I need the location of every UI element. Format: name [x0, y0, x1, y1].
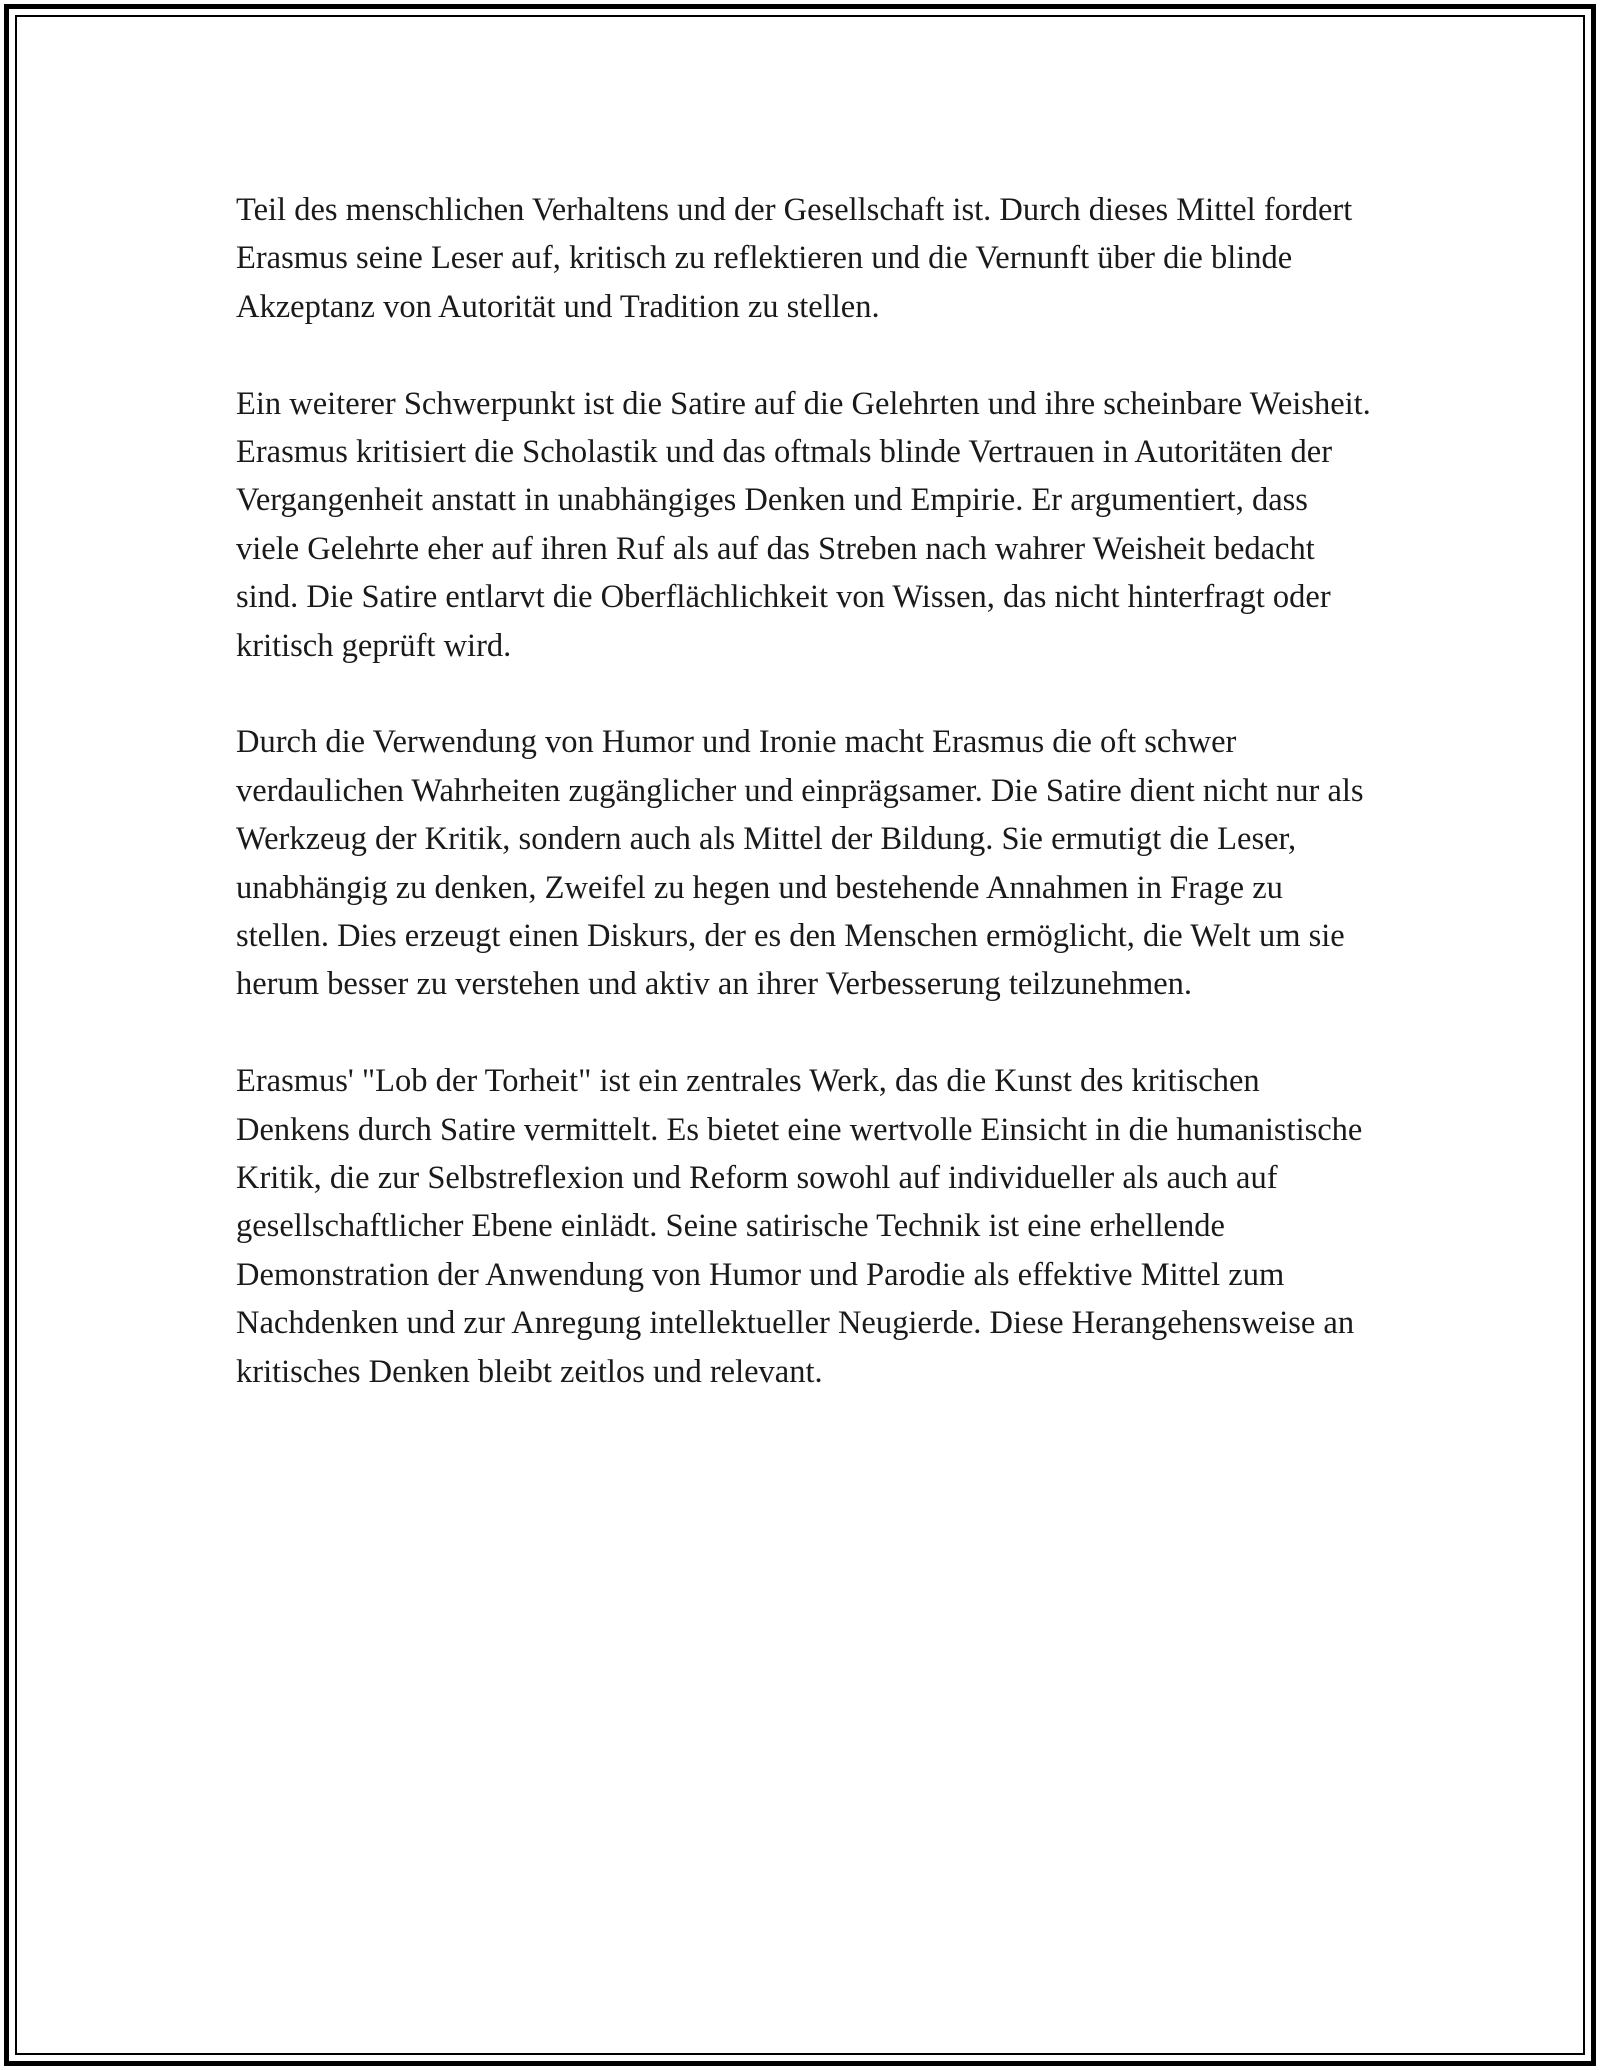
document-body: [236, 186, 1376, 1396]
paragraph: Durch die Verwendung von Humor und Ironie macht Erasmus die oft schwer verdaulichen Wahrheiten zugänglicher und einprägsamer. Die Satire dient nicht nur als Werkzeug der Kritik, sondern auch als Mittel der Bildung. Sie ermutigt die Leser, unabhängig zu denken, Zweifel zu hegen und bestehende Annahmen in Frage zu stellen. Dies erzeugt einen Diskurs, der es den Menschen ermöglicht, die Welt um sie herum besser zu verstehen und aktiv an ihrer Verbesserung teilzunehmen.: [236, 724, 1364, 1003]
paragraph: Ein weiterer Schwerpunkt ist die Satire auf die Gelehrten und ihre scheinbare Weisheit. Erasmus kritisiert die Scholastik und das oftmals blinde Vertrauen in Autoritäten der Vergangenheit anstatt in unabhängiges Denken und Empirie. Er argumentiert, dass viele Gelehrte eher auf ihren Ruf als auf das Streben nach wahrer Weisheit bedacht sind. Die Satire entlarvt die Oberflächlichkeit von Wissen, das nicht hinterfragt oder kritisch geprüft wird.: [236, 385, 1371, 664]
paragraph: Erasmus' "Lob der Torheit" ist ein zentrales Werk, das die Kunst des kritischen Denkens durch Satire vermittelt. Es bietet eine wertvolle Einsicht in die humanistische Kritik, die zur Selbstreflexion und Reform sowohl auf individueller als auch auf gesellschaftlicher Ebene einlädt. Seine satirische Technik ist eine erhellende Demonstration der Anwendung von Humor und Parodie als effektive Mittel zum Nachdenken und zur Anregung intellektueller Neugierde. Diese Herangehensweise an kritisches Denken bleibt zeitlos und relevant.: [236, 1063, 1363, 1390]
paragraph: Teil des menschlichen Verhaltens und der Gesellschaft ist. Durch dieses Mittel fordert Erasmus seine Leser auf, kritisch zu reflektieren und die Vernunft über die blinde Akzeptanz von Autorität und Tradition zu stellen.: [236, 192, 1353, 325]
